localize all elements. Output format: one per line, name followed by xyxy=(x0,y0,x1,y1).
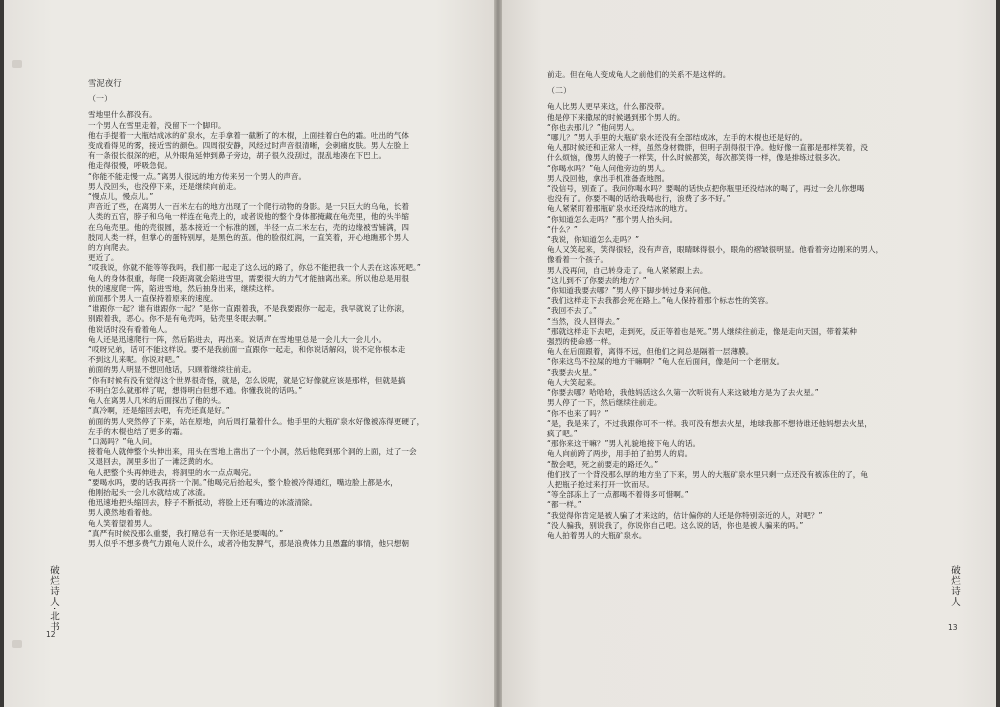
text-line: 男人漠然地看着他。 xyxy=(88,508,157,518)
chapter-title: 雪泥夜行 xyxy=(88,78,122,88)
text-line: “真严有时候没那么重要，我打赌总有一天你还是要喝的。” xyxy=(88,528,284,538)
text-line: “慢点儿，慢点儿。” xyxy=(88,192,154,202)
left-page xyxy=(4,0,494,707)
text-line: 龟人笑着望着男人。 xyxy=(88,518,157,528)
left-paragraphs xyxy=(88,110,478,549)
text-line: “我觉得你肯定是被人骗了才来这的，估计偏你的人还是你特别亲近的人，对吧？” xyxy=(547,510,823,520)
text-line: 龟人在离男人几米的后面探出了他的头。 xyxy=(88,396,226,406)
text-line: 一个男人在雪里走着，没留下一个脚印。 xyxy=(88,120,226,130)
text-line: 龟人紧紧盯着那瓶矿泉水还没结冰的地方。 xyxy=(547,204,693,214)
text-line: “我要去火星。” xyxy=(547,367,598,377)
text-line: 龟人拍着男人的大瓶矿泉水。 xyxy=(547,530,647,540)
text-line: “谁跟你一起？谁有谁跟你一起？”是你一直跟着我，不是我要跟你一起走，我早就说了让你滚， xyxy=(88,304,410,314)
text-line: 龟人的身体很重，每爬一段距离就会陷进雪里，需要很大的力气才能抽离出来。所以他总是用很 xyxy=(88,273,410,283)
right-page-number: 13 xyxy=(948,623,958,632)
text-line: 人把瓶子抢过来打开一饮而尽。 xyxy=(547,479,655,489)
text-line: “你来这鸟不拉屎的地方干嘛啊？”龟人在后面问，像是问一个老朋友。 xyxy=(547,357,785,367)
text-line: 更近了。 xyxy=(88,253,119,263)
text-line: 龟人把整个头再伸进去，将洞里的水一点点喝完。 xyxy=(88,467,257,477)
text-line: 左手的木棍也结了更多的霜。 xyxy=(88,426,188,436)
text-line: 他是停下来撒尿的时候遇到那个男人的。 xyxy=(547,112,685,122)
text-line: 他右手提着一大瓶结成冰的矿泉水，左手拿着一截断了的木棍，上面挂着白色的霜。吐出的气体 xyxy=(88,130,410,140)
text-line: 他刚抬起头一会儿水就结成了冰渣。 xyxy=(88,487,211,497)
text-line: 疯了吧。” xyxy=(547,428,578,438)
text-line: 的方向爬去。 xyxy=(88,243,134,253)
text-line: “我说，你知道怎么走吗？” xyxy=(547,235,640,245)
text-line: “你能不能走慢一点。”离男人很远的地方传来另一个男人的声音。 xyxy=(88,171,307,181)
text-line: 不明白怎么就那样了呢，想得明白但想不通。你懂我说的话吗。” xyxy=(88,385,303,395)
text-line: 他说话时没有看着龟人。 xyxy=(88,324,173,334)
text-line: 他走得很慢，呼吸急促。 xyxy=(88,161,173,171)
left-page-text xyxy=(88,78,478,549)
text-line: “你要去哪？哈哈哈，我他妈活这么久第一次听说有人来这破地方是为了去火星。” xyxy=(547,388,819,398)
text-line: 龟人比男人更早来这，什么都没带。 xyxy=(547,102,670,112)
right-page-text xyxy=(547,70,947,541)
text-line: 龟人又笑起来，笑得很轻，没有声音，眼睛眯得很小，眼角的褶皱很明显。他看着旁边刚来的男人， xyxy=(547,245,884,255)
text-line: “没信号，别查了。我问你喝水吗？要喝的话快点把你瓶里还没结冰的喝了，再过一会儿你想喝 xyxy=(547,184,865,194)
text-line: 变成看得见的雾，接近雪的颜色。四周很安静，风经过时声音很清晰，会刺痛皮肤。男人左脸上 xyxy=(88,141,410,151)
text-line: “那你来这干嘛？”男人礼貌地接下龟人的话。 xyxy=(547,439,701,449)
text-line: “这儿到不了你要去的地方？” xyxy=(547,275,647,285)
section-heading: （二） xyxy=(547,86,572,96)
text-line: 强烈的使命感一样。 xyxy=(547,337,616,347)
right-running-title: 破烂诗人 xyxy=(949,565,960,607)
text-line: “等全部冻上了一点都喝不着得多可惜啊。” xyxy=(547,490,689,500)
section-heading: （一） xyxy=(88,94,113,104)
text-line: 像看着一个孩子。 xyxy=(547,255,609,265)
scan-clip-mark xyxy=(12,640,22,648)
text-line: 男人没再问，自己转身走了。龟人紧紧跟上去。 xyxy=(547,265,708,275)
left-running-title: 破烂诗人·北书 xyxy=(48,565,59,633)
text-line: “你有时候有没有觉得这个世界很奇怪，就是，怎么说呢，就是它好像就应该是那样，但就是搞 xyxy=(88,375,406,385)
text-line: 别跟着我，恶心。你不是有龟壳吗，钻壳里冬眠去啊。” xyxy=(88,314,272,324)
text-line: “没人骗我，别说我了，你说你自己吧。这么说的话，你也是被人骗来的吗。” xyxy=(547,520,804,530)
text-line: “哪儿？”男人手里的大瓶矿泉水还没有全部结成冰，左手的木棍也还是好的。 xyxy=(547,133,808,143)
text-line: “要喝水吗，要的话我再挤一个洞。”他喝完后抬起头，整个脸被冷得通红，嘴边脸上都是水， xyxy=(88,477,398,487)
text-line: 有一条很长很深的疤，从外眼角延伸到鼻子旁边，胡子很久没刮过，混乱地凑在下巴上。 xyxy=(88,151,387,161)
text-line: “你知道怎么走吗？”那个男人抬头问。 xyxy=(547,214,678,224)
book-gutter xyxy=(494,0,502,707)
text-line: 前面的男人突然停了下来，站在原地，向后周打量着什么。他手里的大瓶矿泉水好像被冻得更硬了， xyxy=(88,416,425,426)
text-line: “你不也来了吗？” xyxy=(547,408,609,418)
text-line: “我回不去了。” xyxy=(547,306,598,316)
text-line: 又退回去，洞里多出了一滩泛黄的水。 xyxy=(88,457,218,467)
text-line: 肢同人类一样，但掌心的蛋特别厚，是黑色的茧。他的脸很红润，一直笑着，开心地瞧那个男人 xyxy=(88,232,410,242)
text-line: “我们这样走下去我都会死在路上。”龟人保持着那个标志性的笑容。 xyxy=(547,296,773,306)
text-line: “哎呀兄弟，话可不能这样说。要不是我前面一直跟你一起走，和你说话解闷，说不定你根本走 xyxy=(88,345,406,355)
text-line: 前面那个男人一直保持着原来的速度。 xyxy=(88,294,218,304)
text-line: 不到这儿来呢。你说对吧。” xyxy=(88,355,180,365)
text-line: “什么？” xyxy=(547,224,578,234)
text-line: 什么烦恼，像男人的傻子一样笑，什么时候都笑，每次都笑得一样，像是排练过很多次。 xyxy=(547,153,846,163)
right-paragraphs xyxy=(547,102,947,541)
text-line: 他们找了一个背没那么厚的地方坐了下来，男人的大瓶矿泉水里只剩一点还没有被冻住的了，龟 xyxy=(547,469,869,479)
text-line: 龟人那时候还和正常人一样，虽然身材微胖，但明子刮得很干净。他好像一直都是那样笑着，没 xyxy=(547,143,869,153)
text-line: “口渴吗？”龟人问。 xyxy=(88,436,158,446)
text-line: “哎我说，你就不能等等我吗，我们都一起走了这么远的路了，你总不能把我一个人丢在这冻死吧。” xyxy=(88,263,421,273)
text-line: 男人没回头，也没停下来，还是继续向前走。 xyxy=(88,181,241,191)
text-line: “你喝水吗？”龟人问他旁边的男人。 xyxy=(547,163,670,173)
bleed-through-shadow: ​ xyxy=(200,300,208,346)
text-line: “你知道我要去哪？”男人停下脚步转过身来问他。 xyxy=(547,286,716,296)
text-line: 接着龟人就伸整个头伸出来，用头在雪地上凿出了一个小洞，然后他爬到那个洞的上面，过了一会 xyxy=(88,447,417,457)
text-line: 龟人大笑起来。 xyxy=(547,377,601,387)
text-line: “散会吧，死之前要走的路还久。” xyxy=(547,459,659,469)
text-line: 人类的五官，脖子和乌龟一样连在龟壳上的，或者说他的整个身体都掩藏在龟壳里，他的头半缩 xyxy=(88,212,410,222)
text-line: 快的速度爬一阵，陷进雪地，然后抽身出来，继续这样。 xyxy=(88,283,280,293)
text-line: 也没有了。你要不喝的话给我喝也行，浪费了多不好。” xyxy=(547,194,731,204)
text-line: 在乌龟壳里。他的壳很圆，基本接近一个标准的圆，半径一点二米左右，壳的边缘被雪铺满，四 xyxy=(88,222,410,232)
text-line: “你也去那儿？”他问男人。 xyxy=(547,122,640,132)
text-line: 声音近了些，在离男人一百米左右的地方出现了一个爬行动物的身影。是一只巨大的乌龟，长着 xyxy=(88,202,410,212)
right-page xyxy=(502,0,996,707)
text-line: 男人似乎不想多费气力跟龟人说什么，或者冷他发脾气，那是浪费体力且愚蠢的事情，他只想朝 xyxy=(88,538,410,548)
text-line: 男人没回他，拿出手机准备查地图。 xyxy=(547,173,670,183)
text-line: 他迅速地把头缩回去，脖子不断抵动，将脸上还有嘴边的冰渣清除。 xyxy=(88,498,318,508)
text-line: 男人停了一下，然后继续往前走。 xyxy=(547,398,662,408)
scan-clip-mark xyxy=(12,60,22,68)
continuation-line: 前走。但在龟人变成龟人之前他们的关系不是这样的。 xyxy=(547,70,731,79)
text-line: 雪地里什么都没有。 xyxy=(88,110,157,120)
text-line: “当然，没人回得去。” xyxy=(547,316,620,326)
text-line: “是，我是来了，不过我跟你可不一样。我可没有想去火星，地球我都不想待谁还他妈想去火星， xyxy=(547,418,873,428)
text-line: 龟人还是迅速爬行一阵，然后陷进去，再出来。说话声在雪地里总是一会儿大一会儿小。 xyxy=(88,334,387,344)
text-line: “真冷啊，还是缩回去吧，有壳还真是好。” xyxy=(88,406,230,416)
text-line: 前面的男人明显不想回他话，只顾着继续往前走。 xyxy=(88,365,257,375)
text-line: 龟人向前跨了两步，用手拍了拍男人的肩。 xyxy=(547,449,693,459)
text-line: 龟人在后面跟着，离得不远，但他们之间总是隔着一层薄膜。 xyxy=(547,347,754,357)
text-line: “都一样。” xyxy=(547,500,582,510)
text-line: “那就这样走下去吧，走到死，反正等着也是死。”男人继续往前走，像是走向天国，带着某种 xyxy=(547,326,857,336)
left-page-number: 12 xyxy=(46,630,56,639)
